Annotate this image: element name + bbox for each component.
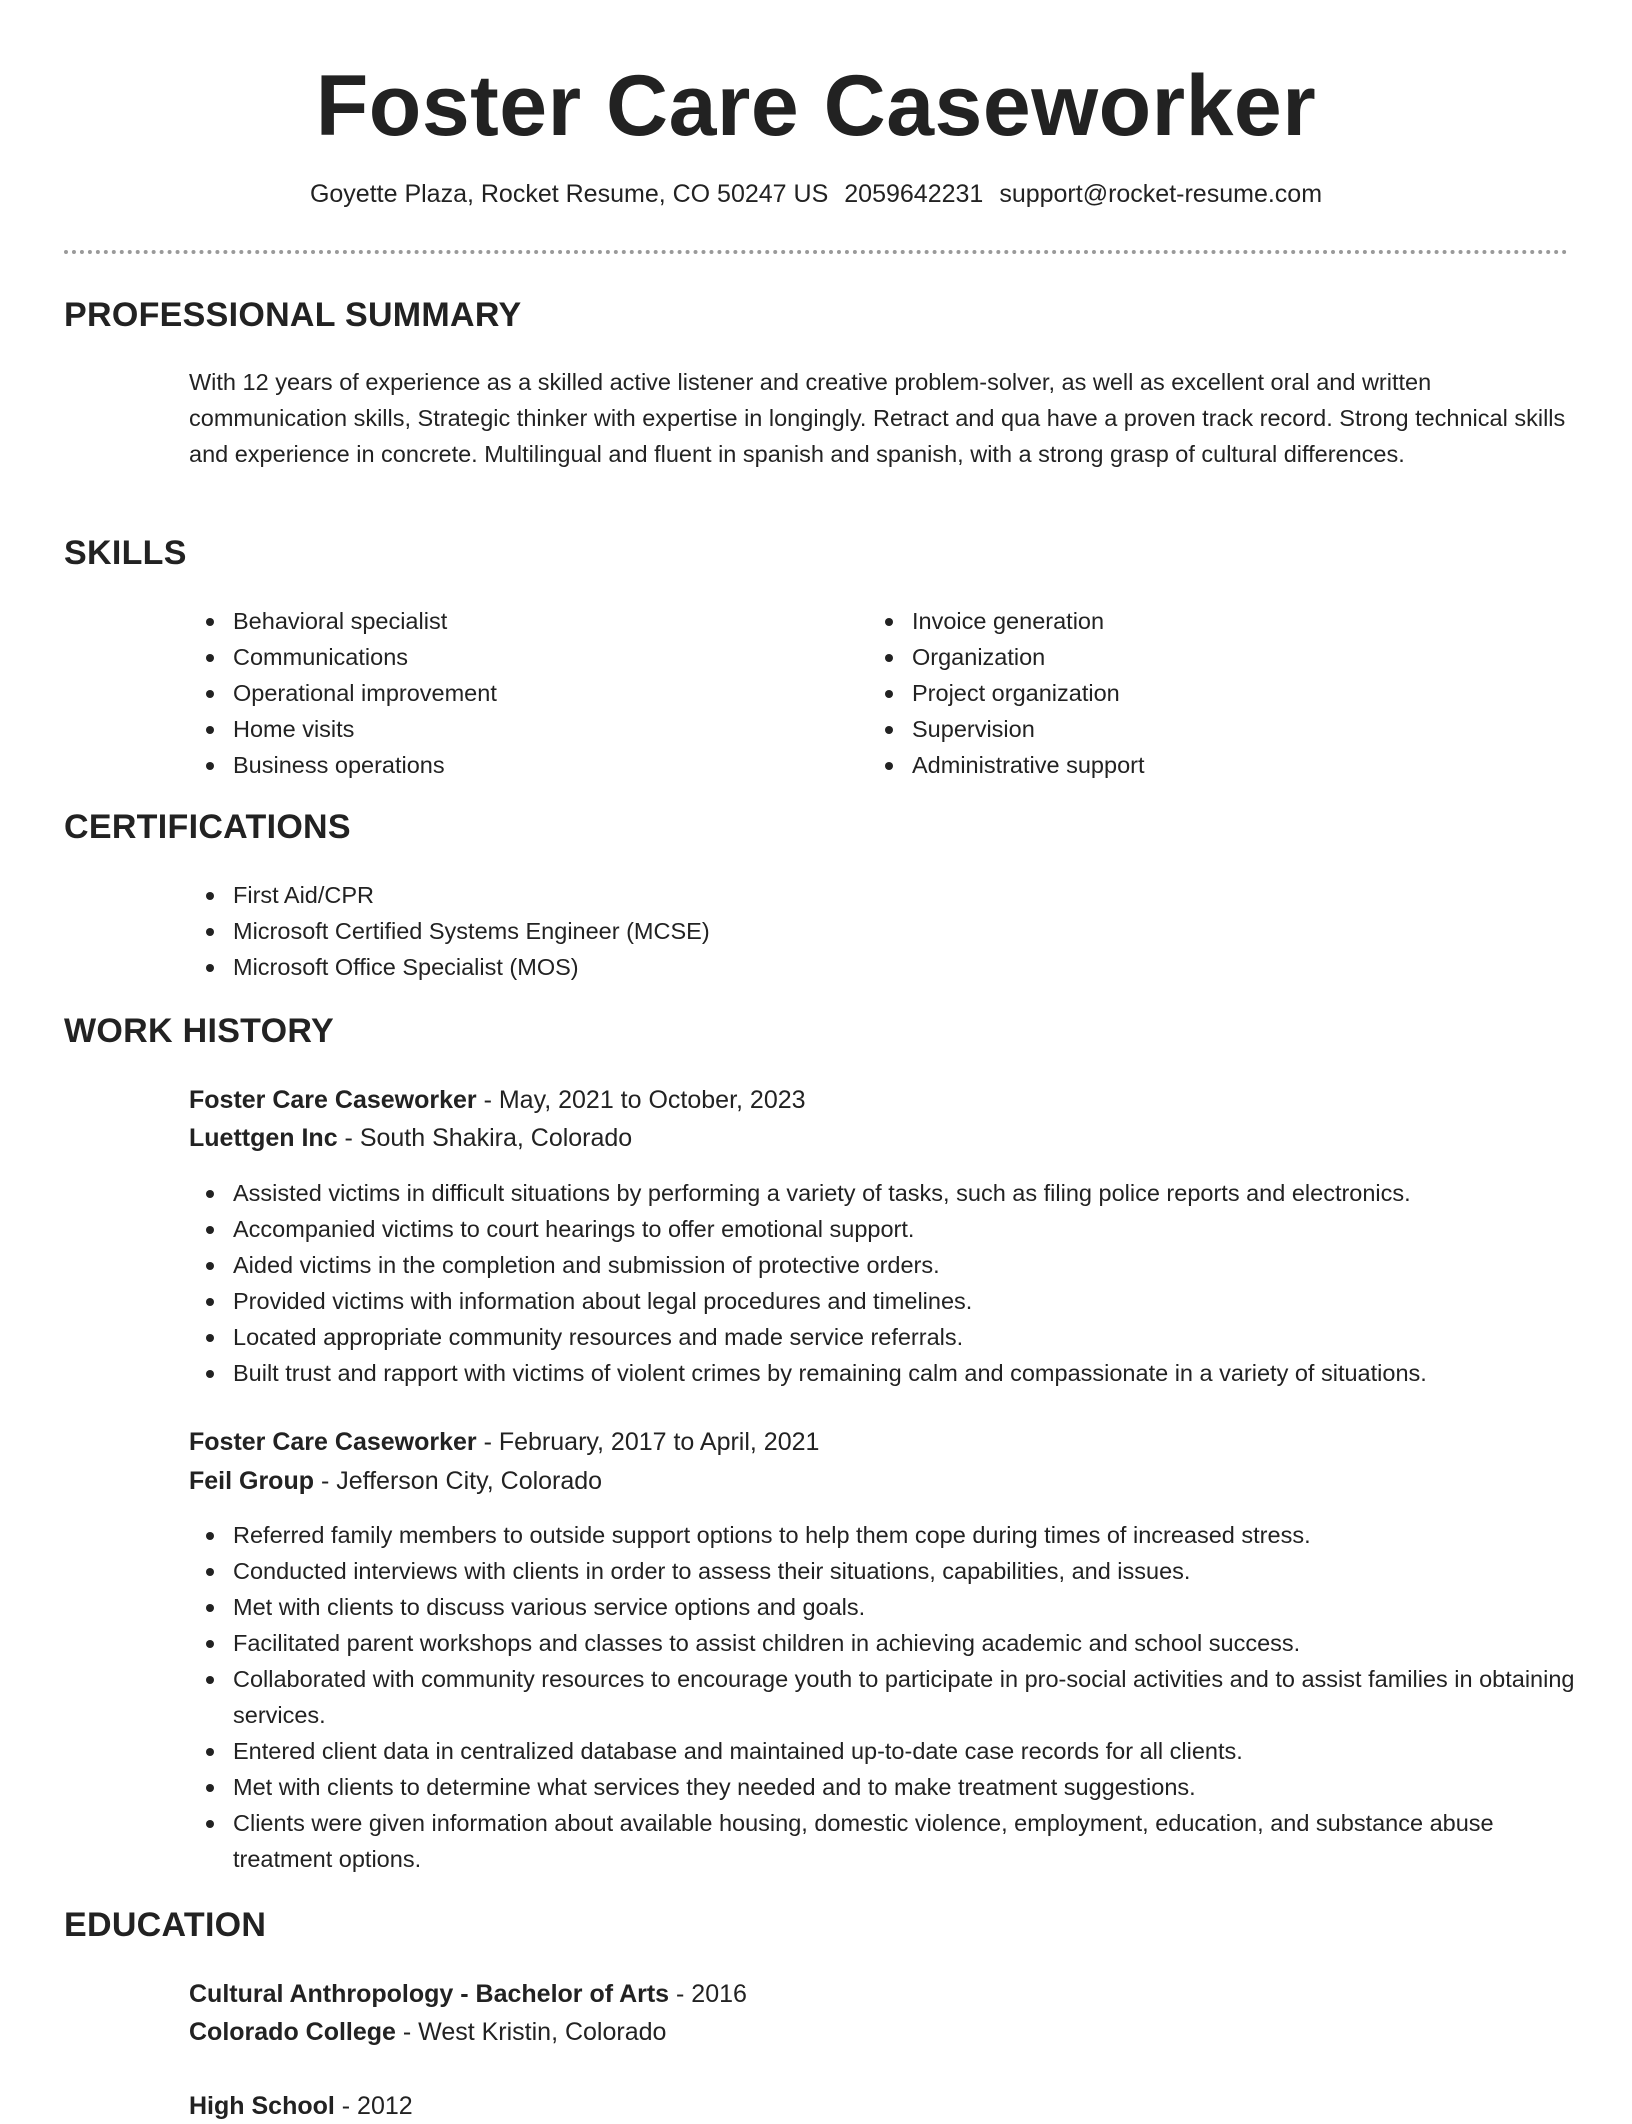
skills-right-column xyxy=(868,603,1508,783)
job-bullet: Accompanied victims to court hearings to offer emotional support. xyxy=(189,1211,1579,1247)
resume-name: Foster Care Caseworker xyxy=(315,58,1317,154)
job-bullet: Conducted interviews with clients in order to assess their situations, capabilities, and issues. xyxy=(189,1553,1579,1589)
skill-item: Behavioral specialist xyxy=(189,603,829,639)
education-heading: EDUCATION xyxy=(64,1906,267,1944)
certification-item: Microsoft Office Specialist (MOS) xyxy=(189,949,1569,985)
job-company-line xyxy=(189,1120,632,1156)
skill-item: Communications xyxy=(189,639,829,675)
job-bullet: Assisted victims in difficult situations by performing a variety of tasks, such as filing police reports and electronics. xyxy=(189,1175,1579,1211)
education-school-line xyxy=(189,2014,666,2050)
summary-text: With 12 years of experience as a skilled active listener and creative problem-solver, as well as excellent oral and written communication skills, Strategic thinker with expertise in longingly. Retract and qua have a proven track record. Strong technical skills and experience in concrete. Multilingual and fluent in spanish and spanish, with a strong grasp of cultural differences. xyxy=(189,369,1566,467)
job-bullet: Aided victims in the completion and submission of protective orders. xyxy=(189,1247,1579,1283)
job-bullet-list xyxy=(189,1517,1579,1877)
contact-phone: 2059642231 xyxy=(844,180,984,208)
job-bullet-list xyxy=(189,1175,1579,1391)
education-school: Colorado College xyxy=(189,2018,396,2046)
job-bullets-2 xyxy=(189,1517,1579,1877)
skills-right-list xyxy=(868,603,1508,783)
education-location: - West Kristin, Colorado xyxy=(395,2018,667,2046)
job-role: Foster Care Caseworker xyxy=(189,1428,477,1456)
contact-email[interactable]: support@rocket-resume.com xyxy=(999,180,1323,208)
certification-item: Microsoft Certified Systems Engineer (MCSE) xyxy=(189,913,1569,949)
job-company-line xyxy=(189,1463,602,1499)
skill-item: Invoice generation xyxy=(868,603,1508,639)
job-bullet: Collaborated with community resources to encourage youth to participate in pro-social activities and to assist families in obtaining services. xyxy=(189,1661,1579,1733)
job-bullet: Met with clients to determine what services they needed and to make treatment suggestions. xyxy=(189,1769,1579,1805)
certifications-column xyxy=(189,877,1569,985)
job-bullet: Built trust and rapport with victims of violent crimes by remaining calm and compassionate in a variety of situations. xyxy=(189,1355,1579,1391)
job-bullet: Provided victims with information about legal procedures and timelines. xyxy=(189,1283,1579,1319)
job-company: Luettgen Inc xyxy=(189,1124,338,1152)
education-year: - 2012 xyxy=(334,2092,413,2120)
education-degree-line xyxy=(189,2088,413,2124)
job-bullet: Referred family members to outside support options to help them cope during times of increased stress. xyxy=(189,1517,1579,1553)
certifications-list xyxy=(189,877,1569,985)
skills-left-list xyxy=(189,603,829,783)
job-bullet: Clients were given information about available housing, domestic violence, employment, education, and substance abuse treatment options. xyxy=(189,1805,1579,1877)
job-title-line xyxy=(189,1424,819,1460)
job-bullet: Entered client data in centralized database and maintained up-to-date case records for all clients. xyxy=(189,1733,1579,1769)
job-company: Feil Group xyxy=(189,1467,314,1495)
education-degree: Cultural Anthropology - Bachelor of Arts xyxy=(189,1980,670,2008)
job-role: Foster Care Caseworker xyxy=(189,1086,477,1114)
certification-item: First Aid/CPR xyxy=(189,877,1569,913)
education-degree-line xyxy=(189,1976,747,2012)
job-bullet: Located appropriate community resources and made service referrals. xyxy=(189,1319,1579,1355)
skills-heading: SKILLS xyxy=(64,534,187,572)
job-bullet: Facilitated parent workshops and classes to assist children in achieving academic and school success. xyxy=(189,1625,1579,1661)
header-divider xyxy=(64,250,1568,254)
skill-item: Organization xyxy=(868,639,1508,675)
work-history-heading: WORK HISTORY xyxy=(64,1012,334,1050)
education-degree: High School xyxy=(189,2092,335,2120)
job-location: - Jefferson City, Colorado xyxy=(314,1467,603,1495)
education-year: - 2016 xyxy=(669,1980,747,2008)
skill-item: Business operations xyxy=(189,747,829,783)
job-bullet: Met with clients to discuss various service options and goals. xyxy=(189,1589,1579,1625)
contact-line xyxy=(0,180,1632,209)
job-location: - South Shakira, Colorado xyxy=(337,1124,633,1152)
job-dates: - May, 2021 to October, 2023 xyxy=(476,1086,806,1114)
job-dates: - February, 2017 to April, 2021 xyxy=(476,1428,820,1456)
skills-left-column xyxy=(189,603,829,783)
summary-heading: PROFESSIONAL SUMMARY xyxy=(64,296,522,334)
job-title-line xyxy=(189,1082,806,1118)
skill-item: Administrative support xyxy=(868,747,1508,783)
skill-item: Home visits xyxy=(189,711,829,747)
skill-item: Operational improvement xyxy=(189,675,829,711)
skill-item: Supervision xyxy=(868,711,1508,747)
contact-address: Goyette Plaza, Rocket Resume, CO 50247 US xyxy=(309,180,829,208)
job-bullets-1 xyxy=(189,1175,1579,1391)
certifications-heading: CERTIFICATIONS xyxy=(64,808,351,846)
skill-item: Project organization xyxy=(868,675,1508,711)
